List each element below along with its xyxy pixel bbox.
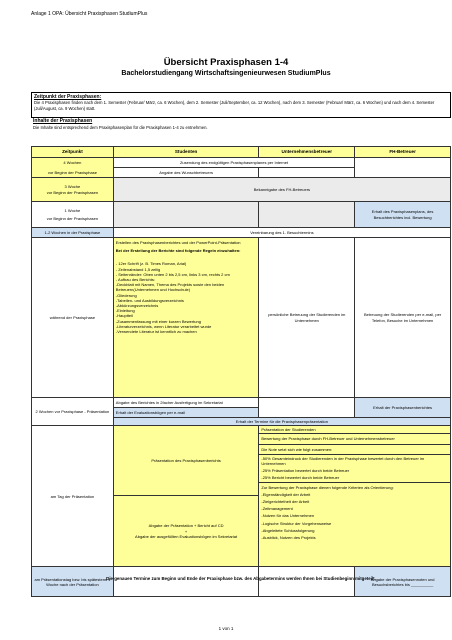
list-item: -Einleitung [115,308,135,314]
row7-bewertung [259,426,451,567]
row8-fh: Abgabe der Praxisphasennoten und Besuchsberichtes bis __________ [355,567,451,597]
zeit-cell: 1-2 Wochen in der Praxisphase [32,228,114,238]
inhalt-heading: Inhalte der Praxisphasen [33,118,93,124]
list-item: -Gliederung [115,292,137,298]
empty-cell [259,567,355,597]
table-header-row [32,147,451,158]
list-item: -Nutzen für das Unternehmen [261,513,315,519]
table-row [32,426,451,567]
zeit-cell [32,158,114,178]
header-fh-betreuer: FH-Betreuer [355,147,451,158]
zeit-text: 3 Woche [64,184,81,190]
zeit-cell: 2 Wochen vor Praxisphase - Präsentation [32,398,114,426]
list-item: - Zeilenabstand 1,5 zeilig [115,266,161,272]
list-item: - Seitenränder: Oben unten 2 bis 2,5 cm, links 3 cm, rechts 2 cm [115,271,230,277]
row6-text: Erhalt der Evaluationsbögen per e-mail [113,408,259,418]
praxisphasen-table [31,146,451,597]
zeit-cell: am Tag der Präsentation [32,426,114,567]
row5-studenten [113,238,259,398]
header-studenten: Studenten [113,147,259,158]
empty-cell [113,567,259,597]
list-item: -Zielgerichtetheit der Arbeit [261,499,310,505]
list-item: - Aufbau des Berichts: [115,277,155,283]
list-item: -Eigenständigkeit der Arbeit [261,491,311,497]
zeitpunkt-heading: Zeitpunkt der Praxisphasen: [34,94,102,100]
footer-note: Die genauen Termine zum Beginn und Ende der Praxisphase bzw. des Abgabetermins werden Ihnen bei Studienbeginn mitgeteilt. [106,576,376,581]
empty-cell [355,158,451,178]
list-item: -Logische Struktur der Vorgehensweise [261,520,332,526]
row1-studenten: Angabe des Wunschbetreuers [113,168,259,178]
empty-cell [259,202,355,228]
zeit-cell [32,178,114,202]
empty-cell [259,398,355,418]
row1-text: Zusendung des endgültigen Praxisphasenplanes per Internet [113,158,354,168]
table-row [32,158,451,168]
bericht-regeln-heading: Bei der Erstellung der Berichte sind folgende Regeln einzuhalten: [115,248,241,254]
zeit-text: vor Beginn der Praxisphase [47,169,97,175]
list-item: - 12er Schrift (z. B. Times Roman, Arial) [115,261,187,267]
zeit-cell: während der Praxisphase [32,238,114,398]
table-row [32,567,451,597]
list-item: -50% Gesamteindruck der Studierenden in der Praxisphase bewertet durch den Betreuer im Unternehmen [261,455,425,467]
list-item: -Literaturverzeichnis, wenn Literatur verarbeitet wurde [115,323,212,329]
list-item: -Hauptteil [115,313,133,319]
intro-box [31,92,451,118]
list-item: -Deckblatt mit Namen, Thema des Projekts sowie den beiden Betreuern(Unternehmen und Hochschule) [115,282,225,293]
header-note: Anlage 1 OPA: Übersicht Praxisphasen StudiumPlus [31,11,148,17]
zeitpunkt-text: Die 4 Praxisphasen finden nach dem 1. Semester (Februar/ März, ca. 6 Wochen), dem 2. Semester (Juli/September, ca. 12 Wochen), nach dem 3. Semester (Februar/ März, ca. 6 Wochen) und nach dem 4. Semester (Juli/August, ca. 9 Wochen) statt. [34,100,435,111]
row7-studenten [113,426,259,567]
row6-termine: Erhalt der Termine für die Praxisphasenpräsentation [113,418,450,426]
empty-cell [259,168,355,178]
list-item: -Verwendete Literatur ist kenntlich zu machen [115,329,197,335]
zeit-cell: am Präsentationstag bzw. bis spätestens 1 Woche nach der Präsentation [32,567,114,597]
row2-text: Bekanntgabe des FH-Betreuers [113,178,450,202]
row6-text: Abgabe des Berichtes in 2facher Ausfertigung im Sekretariat [113,398,259,408]
zeit-text: 4 Wochen [63,160,82,166]
inhalt-text: Die Inhalte sind entsprechend dem Praxisphasenplan für die Praxisphasen 1-4 zu entnehmen. [33,124,208,130]
praesentation-bericht: Präsentation des Praxisphasenberichts [114,426,259,496]
list-item: -Abgeleitete Schlussfolgerung [261,527,315,533]
header-unternehmensbetreuer: Unternehmensbetreuer [259,147,355,158]
table-row [32,238,451,398]
row3-fh: Erhalt des Praxisphasenplans, des Besuchberichtes incl. Bewertung [355,202,451,228]
table-row [32,228,451,238]
table-row [32,398,451,408]
zeit-text: vor Beginn der Praxisphasen [46,216,99,221]
list-item: -Zeitmanagement [261,506,293,512]
table-row [32,202,451,228]
list-item: Zur Bewertung der Praxisphase dienen folgende Kriterien als Orientierung: [261,484,394,490]
table-row [32,178,451,202]
list-item: Präsentation der Studierenden [259,426,450,434]
row5-unternehmen: persönliche Betreuung der Studierenden im Unternehmen [259,238,355,398]
row6-fh: Erhalt der Praxisphasenberichtes [355,398,451,418]
row4-text: Vereinbarung des 1. Besuchtermins [113,228,450,238]
list-item: -Tabellen- und Ausbildungsverzeichnis [115,297,184,303]
list-item: -Ausblick, Nutzen des Projekts [261,535,316,541]
page-subtitle: Bachelorstudiengang Wirtschaftsingenieurwesen StudiumPlus [121,70,331,77]
row5-fh: Betreuung der Studierenden per e-mail, per Telefon, Besuche im Unternehmen [355,238,451,398]
bericht-regeln-list [116,261,257,334]
list-item: -Abkürzungsverzeichnis [115,303,159,309]
zeit-text: vor Beginn der Praxisphasen [46,189,99,195]
list-item: -25% Präsentation bewertet durch beide Betreuer [261,468,350,474]
page-number: 1 von 1 [218,626,234,631]
list-item: Die Note setzt sich wie folgt zusammen: [259,445,450,455]
inhalt-section [31,119,451,136]
abgabe-text: + [184,528,188,534]
zeit-cell [32,202,114,228]
abgabe-block [114,496,259,566]
abgabe-text: Abgabe der Präsentation + Bericht auf CD [148,523,224,529]
header-zeitpunkt: Zeitpunkt [32,147,114,158]
abgabe-text: Abgabe der ausgefüllten Evaluationsbögen im Sekretariat [135,533,238,539]
list-item: -Zusammenfassung mit einer kurzen Bewertung [115,318,201,324]
empty-cell [113,202,259,228]
page-title: Übersicht Praxisphasen 1-4 [163,57,289,68]
zeit-text: 1 Woche [64,207,81,213]
list-item: -25% Bericht bewertet durch beide Betreuer [259,474,450,482]
bericht-intro: Erstellen des Praxisphasenberichtes und der PowerPoint-Präsentation [115,240,241,245]
list-item: Bewertung der Praxisphase durch FH-Betreuer und Unternehmensbetreuer [259,434,450,444]
